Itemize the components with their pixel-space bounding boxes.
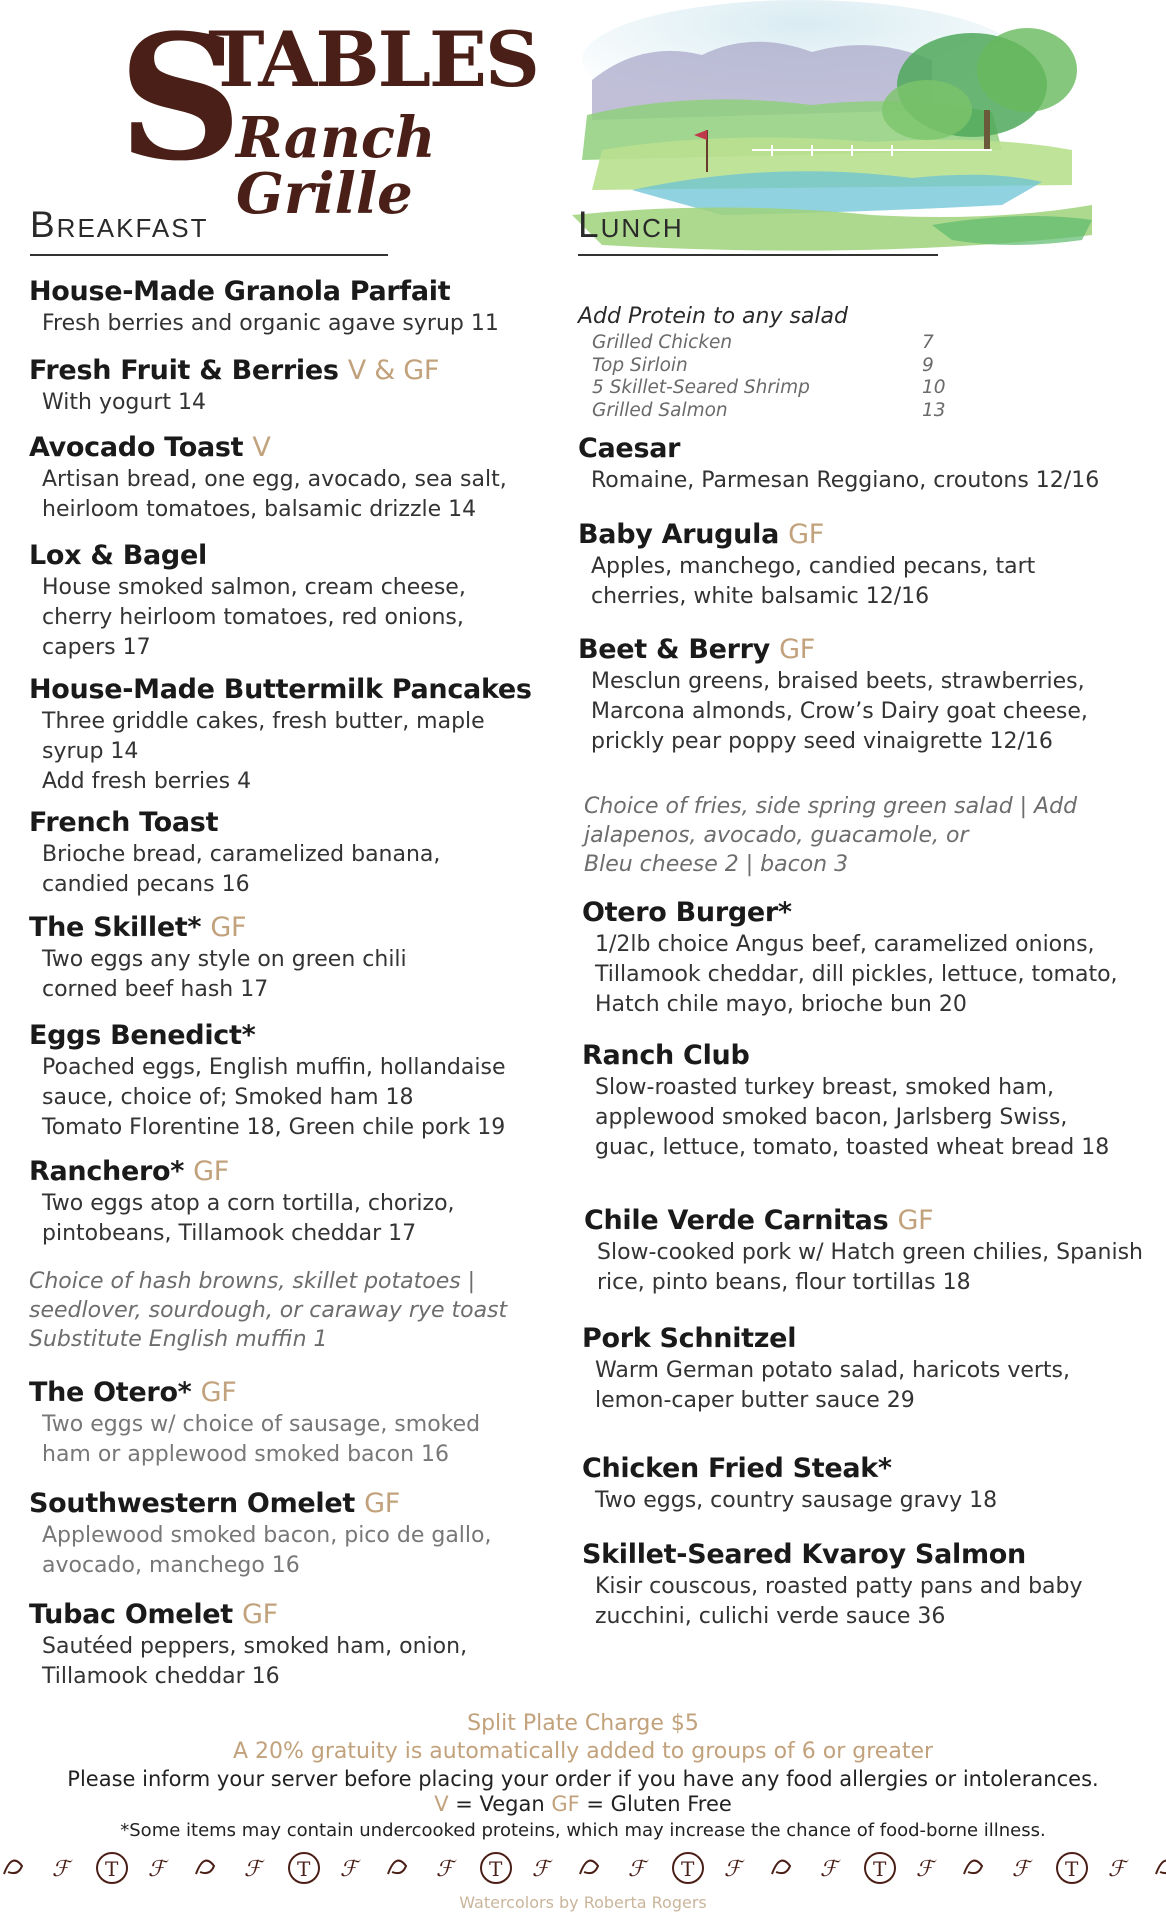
item-name: Southwestern Omelet: [29, 1488, 355, 1519]
restaurant-logo: [118, 0, 538, 227]
horseshoe-motif-icon: [388, 1861, 406, 1874]
protein-row: Grilled Salmon 13: [592, 399, 946, 421]
item-description: 1/2lb choice Angus beef, caramelized onions,: [595, 932, 1095, 957]
dietary-tag: GF: [364, 1488, 400, 1519]
circle-brand-letter-icon: T: [1065, 1857, 1079, 1881]
brand-motif-icon: ℱ: [1012, 1857, 1030, 1882]
menu-item: [578, 1452, 1158, 1538]
item-description: Poached eggs, English muffin, hollandaise: [42, 1055, 506, 1080]
item-name: House-Made Buttermilk Pancakes: [29, 674, 532, 705]
horseshoe-motif-icon: [964, 1861, 982, 1874]
item-description: applewood smoked bacon, Jarlsberg Swiss,: [595, 1105, 1068, 1130]
protein-heading: Add Protein to any salad: [578, 304, 848, 329]
item-name: The Otero*: [29, 1377, 192, 1408]
item-description: ham or applewood smoked bacon 16: [42, 1442, 450, 1467]
item-description: Two eggs any style on green chili: [42, 947, 407, 972]
item-description: Three griddle cakes, fresh butter, maple: [42, 709, 485, 734]
dietary-tag: GF: [788, 519, 824, 550]
item-description: cherry heirloom tomatoes, red onions,: [42, 605, 464, 630]
brand-motif-icon: ℱ: [916, 1857, 934, 1882]
item-name: French Toast: [29, 807, 219, 838]
brand-motif-icon: ℱ: [244, 1857, 262, 1882]
dietary-tag: GF: [242, 1599, 278, 1630]
item-description: Add fresh berries 4: [42, 769, 252, 794]
lunch-column: [578, 302, 1158, 1632]
undercooked-disclaimer: *Some items may contain undercooked proteins, which may increase the chance of food-borne illness.: [120, 1820, 1046, 1841]
menu-item: [29, 673, 549, 806]
item-description: Hatch chile mayo, brioche bun 20: [595, 992, 967, 1017]
item-description: capers 17: [42, 635, 151, 660]
item-description: Brioche bread, caramelized banana,: [42, 842, 441, 867]
item-description: Warm German potato salad, haricots verts,: [595, 1358, 1070, 1383]
item-description: Mesclun greens, braised beets, strawberries,: [591, 669, 1085, 694]
circle-brand-letter-icon: T: [681, 1857, 695, 1881]
menu-item: [29, 539, 549, 673]
menu-item: [29, 1376, 549, 1487]
menu-item: [29, 354, 549, 431]
protein-row: Grilled Chicken 7: [592, 332, 934, 353]
menu-item: [29, 1019, 549, 1155]
item-name: Caesar: [578, 433, 681, 464]
brand-motif-icon: ℱ: [820, 1857, 838, 1882]
watercolor-golf-course-illustration: [572, 0, 1102, 290]
item-description: lemon-caper butter sauce 29: [595, 1388, 915, 1413]
item-description: cherries, white balsamic 12/16: [591, 584, 930, 609]
menu-item: [578, 432, 1158, 518]
item-description: Artisan bread, one egg, avocado, sea salt,: [42, 467, 507, 492]
breakfast-sides-note: Choice of hash browns, skillet potatoes | seedlover, sourdough, or caraway rye toast Substitute English muffin 1: [29, 1269, 508, 1352]
menu-item: [29, 275, 549, 354]
dietary-tag: GF: [193, 1156, 230, 1187]
dietary-legend: V = Vegan GF = Gluten Free: [434, 1792, 732, 1816]
circle-brand-letter-icon: T: [873, 1857, 887, 1881]
item-description: heirloom tomatoes, balsamic drizzle 14: [42, 497, 477, 522]
circle-brand-letter-icon: T: [489, 1857, 503, 1881]
protein-addon-list: [578, 302, 1158, 432]
item-description: With yogurt 14: [42, 390, 206, 415]
item-name: Pork Schnitzel: [582, 1323, 797, 1354]
brand-motif-icon: ℱ: [148, 1857, 166, 1882]
item-description: Two eggs atop a corn tortilla, chorizo,: [42, 1191, 455, 1216]
item-name: House-Made Granola Parfait: [29, 276, 451, 307]
split-plate-charge: Split Plate Charge $5: [467, 1711, 699, 1736]
item-name: Skillet-Seared Kvaroy Salmon: [582, 1539, 1026, 1570]
protein-row: 5 Skillet-Seared Shrimp 10: [592, 377, 946, 398]
item-name: Ranch Club: [582, 1040, 750, 1071]
item-description: Fresh berries and organic agave syrup 11: [42, 311, 499, 336]
item-description: Slow-roasted turkey breast, smoked ham,: [595, 1075, 1054, 1100]
item-name: Baby Arugula: [578, 519, 779, 550]
item-description: Slow-cooked pork w/ Hatch green chilies, Spanish: [597, 1240, 1143, 1265]
dietary-tag: V & GF: [347, 355, 440, 386]
item-description: Sautéed peppers, smoked ham, onion,: [42, 1634, 468, 1659]
item-description: Two eggs, country sausage gravy 18: [595, 1488, 998, 1513]
item-description: Two eggs w/ choice of sausage, smoked: [42, 1412, 481, 1437]
menu-item: [29, 1598, 549, 1692]
item-description: Romaine, Parmesan Reggiano, croutons 12/16: [591, 468, 1100, 493]
gratuity-note: A 20% gratuity is automatically added to groups of 6 or greater: [232, 1739, 934, 1764]
item-description: syrup 14: [42, 739, 139, 764]
brand-motif-icon: ℱ: [532, 1857, 550, 1882]
brand-motif-icon: ℱ: [436, 1857, 454, 1882]
lunch-title: Lunch: [578, 204, 684, 245]
item-description: candied pecans 16: [42, 872, 250, 897]
item-description: sauce, choice of; Smoked ham 18: [42, 1085, 414, 1110]
menu-item: [29, 806, 549, 911]
item-description: Tillamook cheddar, dill pickles, lettuce, tomato,: [595, 962, 1118, 987]
item-name: The Skillet*: [29, 912, 202, 943]
item-description: zucchini, culichi verde sauce 36: [595, 1604, 946, 1629]
item-name: Eggs Benedict*: [29, 1020, 256, 1051]
protein-row: Top Sirloin 9: [592, 354, 934, 376]
item-name: Ranchero*: [29, 1156, 185, 1187]
circle-brand-letter-icon: T: [297, 1857, 311, 1881]
horseshoe-motif-icon: [1156, 1861, 1166, 1874]
decorative-brand-border: [0, 1846, 1166, 1890]
item-description: avocado, manchego 16: [42, 1553, 300, 1578]
horseshoe-motif-icon: [196, 1861, 214, 1874]
menu-item: [29, 431, 549, 539]
lunch-sides-note: Choice of fries, side spring green salad | Add jalapenos, avocado, guacamole, or Bleu cheese 2 | bacon 3: [584, 794, 1078, 877]
item-description: corned beef hash 17: [42, 977, 269, 1002]
item-name: Chicken Fried Steak*: [582, 1453, 892, 1484]
item-description: Apples, manchego, candied pecans, tart: [591, 554, 1036, 579]
item-name: Chile Verde Carnitas: [584, 1205, 889, 1236]
item-description: Kisir couscous, roasted patty pans and baby: [595, 1574, 1083, 1599]
watercolor-credit: Watercolors by Roberta Rogers: [459, 1893, 707, 1912]
brand-motif-icon: ℱ: [1108, 1857, 1126, 1882]
menu-item: [29, 911, 549, 1019]
item-name: Tubac Omelet: [29, 1599, 233, 1630]
lunch-divider: [578, 254, 938, 256]
item-description: Tomato Florentine 18, Green chile pork 19: [42, 1115, 506, 1140]
dietary-tag: GF: [897, 1205, 934, 1236]
allergy-note: Please inform your server before placing your order if you have any food allergies or intolerances.: [67, 1767, 1099, 1791]
menu-item: [578, 518, 1158, 633]
breakfast-column: [29, 275, 549, 1692]
menu-item: [29, 1487, 549, 1598]
breakfast-title: Breakfast: [30, 204, 209, 245]
brand-motif-icon: ℱ: [340, 1857, 358, 1882]
menu-item: [578, 896, 1158, 1039]
brand-motif-icon: ℱ: [724, 1857, 742, 1882]
horseshoe-motif-icon: [4, 1861, 22, 1874]
item-description: guac, lettuce, tomato, toasted wheat bread 18: [595, 1135, 1110, 1160]
menu-item: [578, 1204, 1158, 1322]
menu-item: [29, 1155, 549, 1267]
logo-name: TABLES: [208, 15, 538, 104]
item-name: Fresh Fruit & Berries: [29, 355, 339, 386]
dietary-tag: GF: [210, 912, 247, 943]
brand-motif-icon: ℱ: [628, 1857, 646, 1882]
breakfast-divider: [30, 254, 388, 256]
logo-subtitle: Ranch Grille: [236, 105, 436, 227]
footer-notes: [0, 1710, 1166, 1846]
item-description: House smoked salmon, cream cheese,: [42, 575, 466, 600]
menu-item: [578, 1039, 1158, 1204]
item-name: Beet & Berry: [578, 634, 770, 665]
item-name: Lox & Bagel: [29, 540, 207, 571]
dietary-tag: GF: [779, 634, 815, 665]
item-description: prickly pear poppy seed vinaigrette 12/16: [591, 729, 1053, 754]
circle-brand-letter-icon: T: [105, 1857, 119, 1881]
dietary-tag: V: [252, 432, 271, 463]
dietary-tag: GF: [200, 1377, 237, 1408]
menu-item: [578, 1538, 1158, 1632]
item-description: Applewood smoked bacon, pico de gallo,: [42, 1523, 492, 1548]
item-description: pintobeans, Tillamook cheddar 17: [42, 1221, 417, 1246]
brand-motif-icon: ℱ: [52, 1857, 70, 1882]
horseshoe-motif-icon: [772, 1861, 790, 1874]
item-description: rice, pinto beans, flour tortillas 18: [597, 1270, 971, 1295]
horseshoe-motif-icon: [580, 1861, 598, 1874]
item-name: Otero Burger*: [582, 897, 792, 928]
item-name: Avocado Toast: [29, 432, 244, 463]
menu-item: [578, 1322, 1158, 1452]
menu-item: [578, 633, 1158, 792]
item-description: Marcona almonds, Crow’s Dairy goat cheese,: [591, 699, 1088, 724]
logo-initial: S: [118, 0, 243, 199]
item-description: Tillamook cheddar 16: [42, 1664, 280, 1689]
